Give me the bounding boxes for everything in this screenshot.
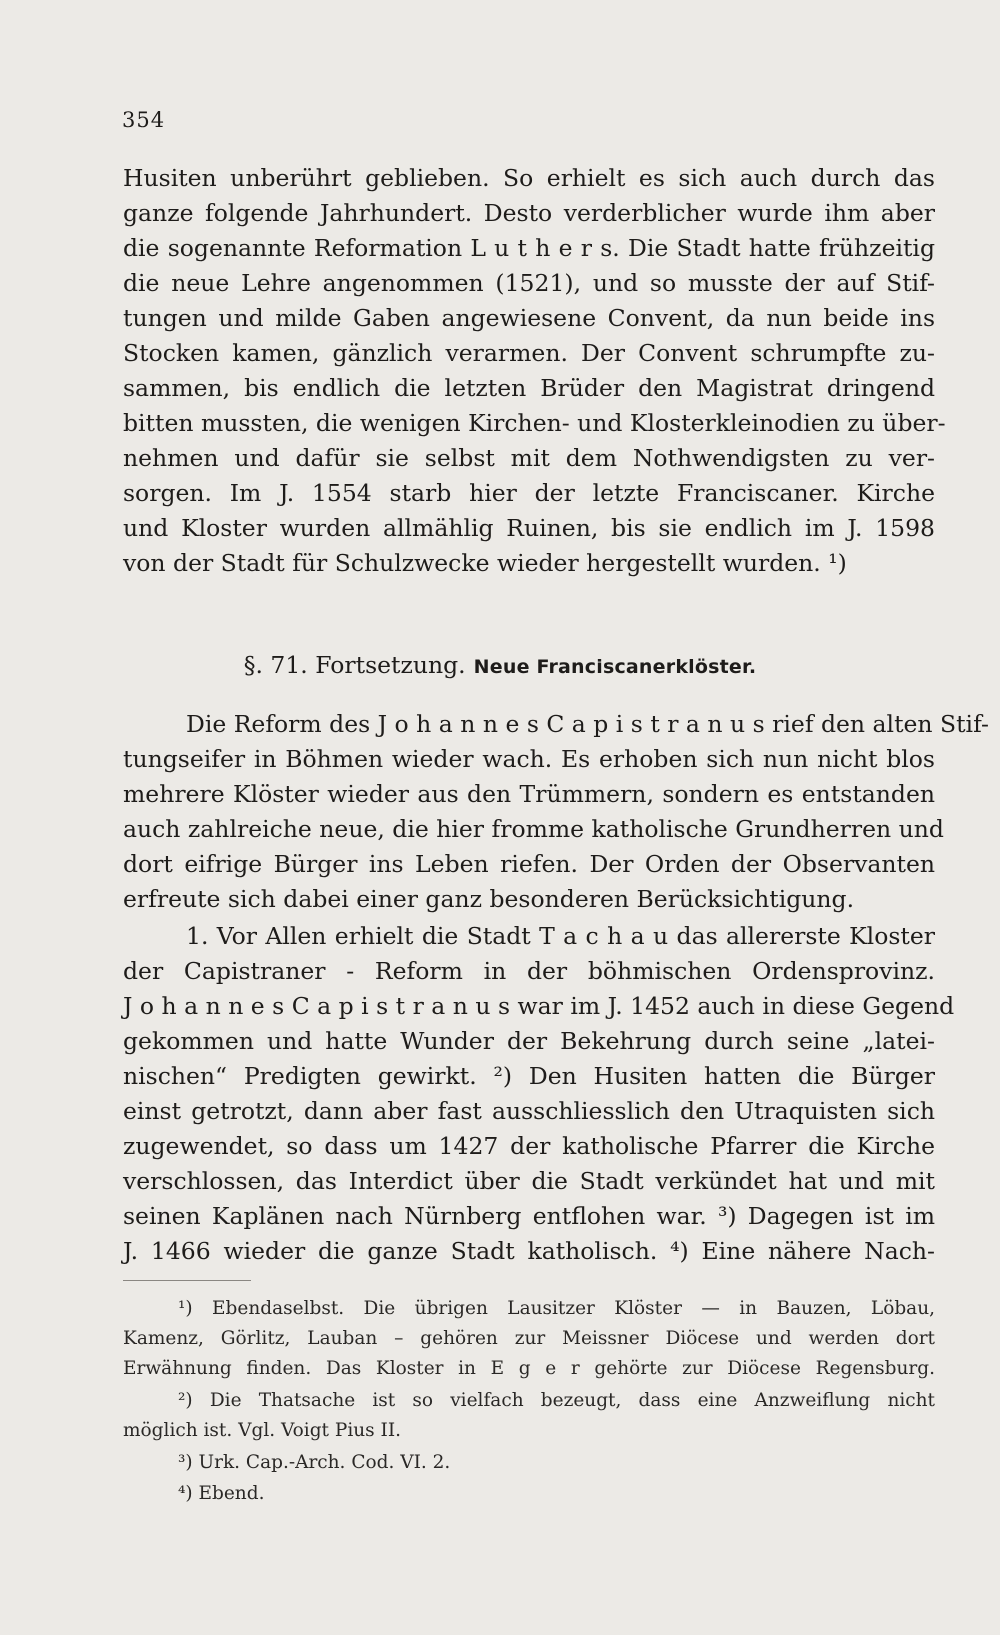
footnote-line: ³) Urk. Cap.-Arch. Cod. VI. 2.: [178, 1452, 451, 1473]
page-number: 354: [122, 108, 166, 132]
text-line: die neue Lehre angenommen (1521), und so musste der auf Stif-: [123, 269, 935, 297]
text-line: nischen“ Predigten gewirkt. ²) Den Husiten hatten die Bürger: [123, 1062, 935, 1090]
text-line: erfreute sich dabei einer ganz besonderen Berücksichtigung.: [123, 885, 855, 913]
footnote-divider: [123, 1280, 251, 1281]
text-line: gekommen und hatte Wunder der Bekehrung durch seine „latei-: [123, 1027, 935, 1055]
text-line: Husiten unberührt geblieben. So erhielt es sich auch durch das: [123, 164, 935, 192]
text-line: J o h a n n e s C a p i s t r a n u s war im J. 1452 auch in diese Gegend: [123, 992, 955, 1020]
text-line: und Kloster wurden allmählig Ruinen, bis sie endlich im J. 1598: [123, 514, 935, 542]
text-line: auch zahlreiche neue, die hier fromme katholische Grundherren und: [123, 815, 944, 843]
section-heading: [0, 650, 1000, 682]
text-line: die sogenannte Reformation L u t h e r s. Die Stadt hatte frühzeitig: [123, 234, 935, 262]
section-subtitle: Neue Franciscanerklöster.: [473, 656, 757, 678]
text-line: zugewendet, so dass um 1427 der katholische Pfarrer die Kirche: [123, 1132, 935, 1160]
text-line: dort eifrige Bürger ins Leben riefen. Der Orden der Observanten: [123, 850, 935, 878]
text-line: tungen und milde Gaben angewiesene Convent, da nun beide ins: [123, 304, 935, 332]
footnote-line: Erwähnung finden. Das Kloster in E g e r gehörte zur Diöcese Regensburg.: [123, 1358, 935, 1379]
text-line: bitten mussten, die wenigen Kirchen- und Klosterkleinodien zu über-: [123, 409, 946, 437]
footnote-line: möglich ist. Vgl. Voigt Pius II.: [123, 1420, 402, 1441]
text-line: nehmen und dafür sie selbst mit dem Nothwendigsten zu ver-: [123, 444, 935, 472]
footnote-line: ²) Die Thatsache ist so vielfach bezeugt, dass eine Anzweiflung nicht: [178, 1390, 935, 1411]
text-line: verschlossen, das Interdict über die Stadt verkündet hat und mit: [123, 1167, 935, 1195]
text-line: Die Reform des J o h a n n e s C a p i s t r a n u s rief den alten Stif-: [186, 710, 989, 738]
text-line: sorgen. Im J. 1554 starb hier der letzte Franciscaner. Kirche: [123, 479, 935, 507]
section-title: §. 71. Fortsetzung.: [243, 651, 466, 679]
text-line: 1. Vor Allen erhielt die Stadt T a c h a u das allererste Kloster: [186, 922, 935, 950]
text-line: seinen Kaplänen nach Nürnberg entflohen war. ³) Dagegen ist im: [123, 1202, 935, 1230]
footnote-line: ¹) Ebendaselbst. Die übrigen Lausitzer Klöster — in Bauzen, Löbau,: [178, 1298, 935, 1319]
text-line: J. 1466 wieder die ganze Stadt katholisch. ⁴) Eine nähere Nach-: [123, 1237, 935, 1265]
text-line: tungseifer in Böhmen wieder wach. Es erhoben sich nun nicht blos: [123, 745, 935, 773]
text-line: sammen, bis endlich die letzten Brüder den Magistrat dringend: [123, 374, 935, 402]
footnote-line: Kamenz, Görlitz, Lauban – gehören zur Meissner Diöcese und werden dort: [123, 1328, 935, 1349]
text-line: mehrere Klöster wieder aus den Trümmern, sondern es entstanden: [123, 780, 935, 808]
text-line: der Capistraner - Reform in der böhmischen Ordensprovinz.: [123, 957, 935, 985]
footnote-line: ⁴) Ebend.: [178, 1483, 265, 1504]
text-line: ganze folgende Jahrhundert. Desto verderblicher wurde ihm aber: [123, 199, 935, 227]
text-line: von der Stadt für Schulzwecke wieder hergestellt wurden. ¹): [123, 549, 847, 577]
text-line: Stocken kamen, gänzlich verarmen. Der Convent schrumpfte zu-: [123, 339, 935, 367]
text-line: einst getrotzt, dann aber fast ausschliesslich den Utraquisten sich: [123, 1097, 935, 1125]
